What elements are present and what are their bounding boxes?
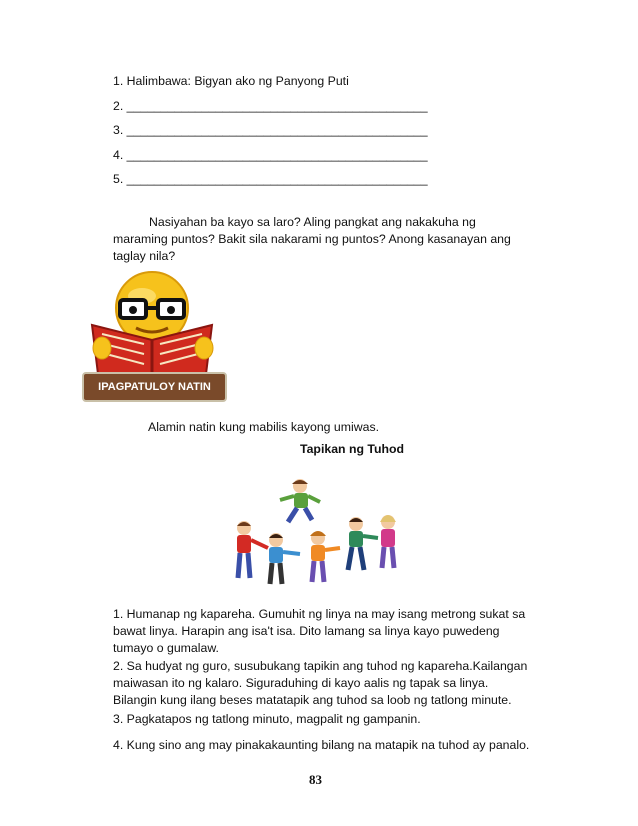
game-title: Tapikan ng Tuhod <box>300 442 405 456</box>
kids-holding-hands-illustration <box>228 478 408 588</box>
instruction-1: 1. Humanap ng kapareha. Gumuhit ng linya na may isang metrong sukat sa bawat linya. Harapin ang isa't isa. Dito lamang sa linya kayo puwedeng tumayo o gumalaw. <box>113 607 526 655</box>
list-item-3: 3. ____________________________________________ <box>113 123 428 137</box>
list-item-4: 4. ____________________________________________ <box>113 148 428 162</box>
question-paragraph: Nasiyahan ba kayo sa laro? Aling pangkat ang nakakuha ng maraming puntos? Bakit sila nakarami ng puntos? Anong kasanayan ang taglay nila? <box>113 215 511 263</box>
kids-circle-icon <box>228 478 408 588</box>
intro-line: Alamin natin kung mabilis kayong umiwas. <box>148 420 380 434</box>
banner-label: IPAGPATULOY NATIN <box>98 381 211 393</box>
instruction-4: 4. Kung sino ang may pinakakaunting bilang na matapik na tuhod ay panalo. <box>113 738 530 752</box>
list-item-5: 5. ____________________________________________ <box>113 172 428 186</box>
ipagpatuloy-natin-banner <box>82 372 227 402</box>
instruction-3: 3. Pagkatapos ng tatlong minuto, magpalit ng gampanin. <box>113 712 421 726</box>
list-item-1: 1. Halimbawa: Bigyan ako ng Panyong Puti <box>113 74 349 88</box>
instruction-2: 2. Sa hudyat ng guro, susubukang tapikin ang tuhod ng kapareha.Kailangan maiwasan ito ng kalaro. Siguraduhing di kayo aalis ng tapak sa linya. Bilangin kung ilang beses matatapik ang tuhod sa loob ng tatlong minute. <box>113 659 528 707</box>
page-number: 83 <box>309 772 322 787</box>
list-item-2: 2. ____________________________________________ <box>113 99 428 113</box>
